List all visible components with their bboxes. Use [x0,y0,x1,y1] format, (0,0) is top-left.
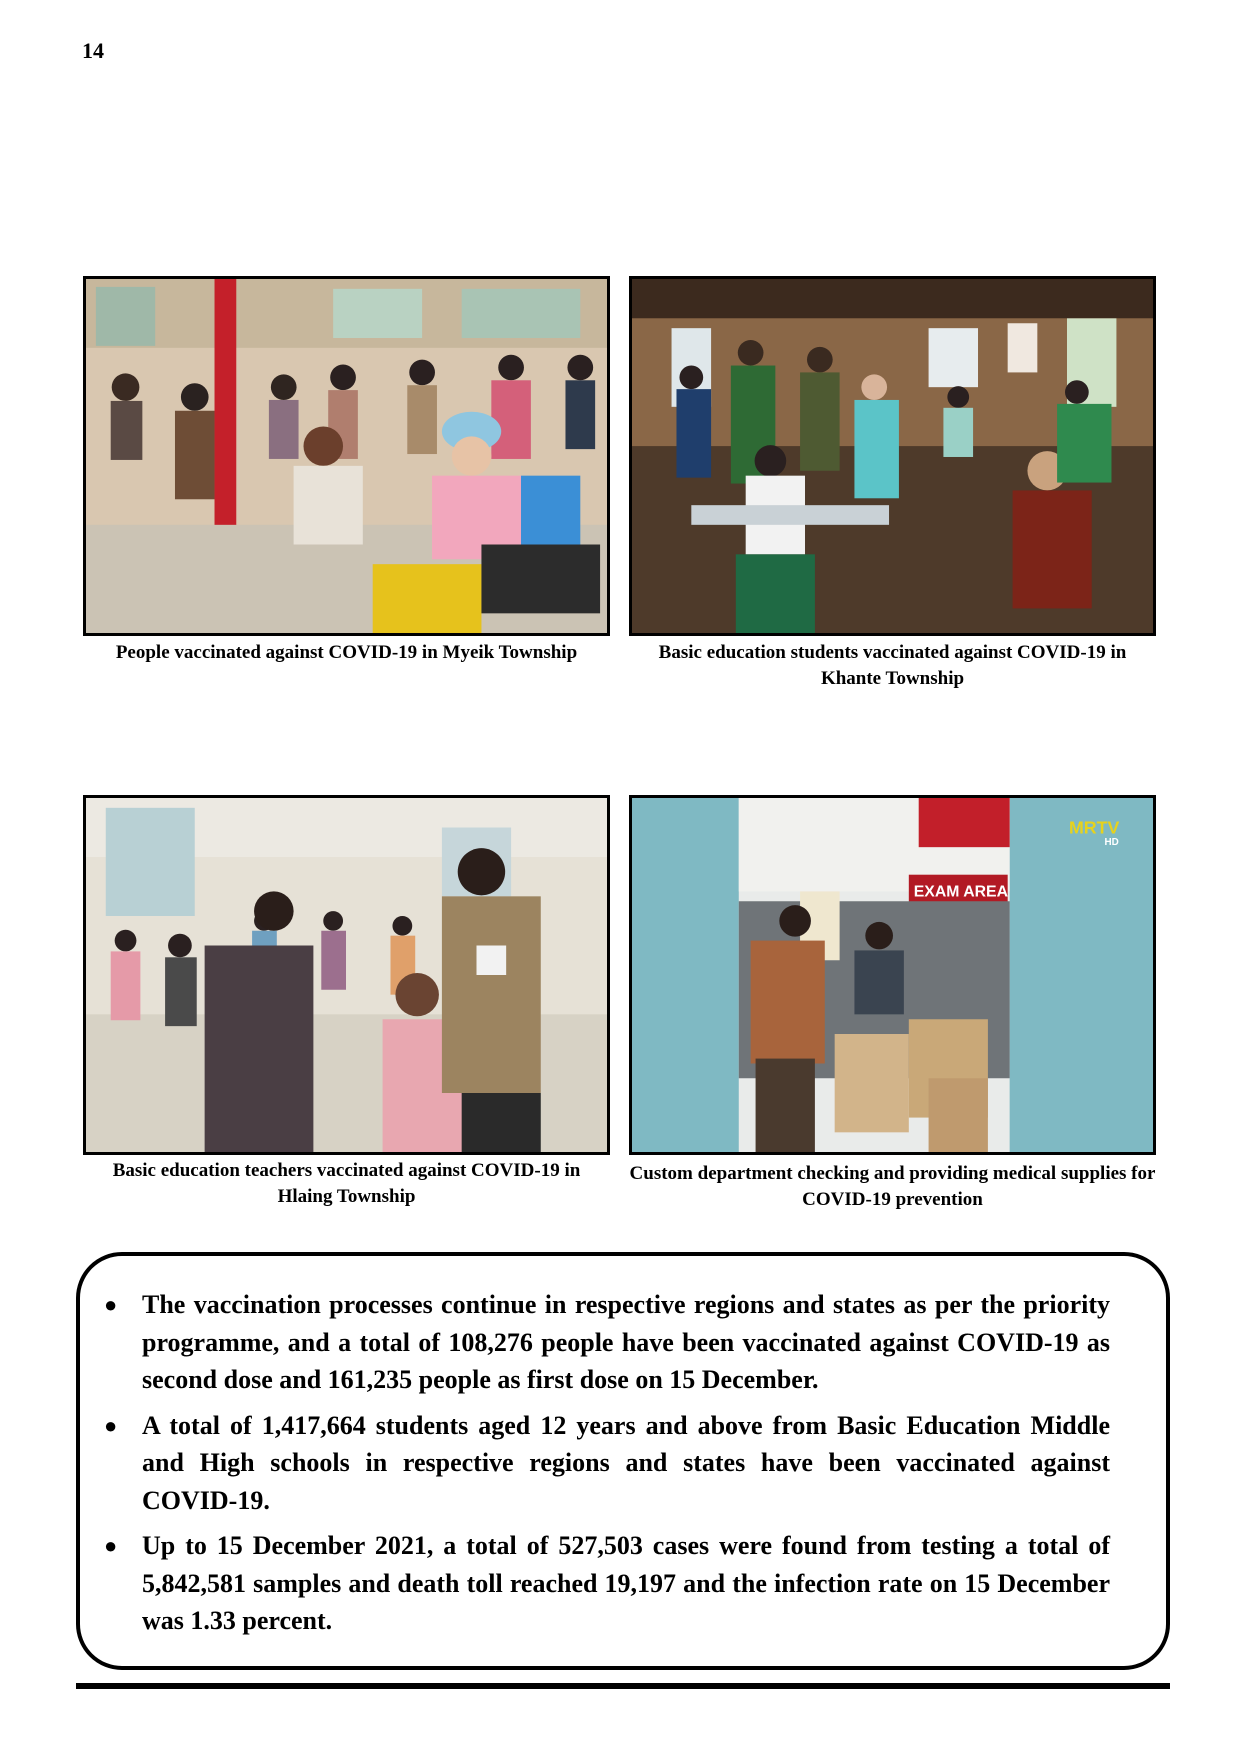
bullet-icon: ● [104,1533,118,1558]
info-item-students-vaccinated [100,1407,1110,1520]
photo-caption-custom-department: Custom department checking and providing medical supplies for COVID-19 prevention [629,1163,1156,1210]
bullet-icon: ● [104,1292,118,1317]
mrtv-logo: MRTV [1068,817,1120,838]
info-item-text: The vaccination processes continue in respective regions and states as per the priority programme, and a total of 108,276 people have been vaccinated against COVID-19 as second dose and 161,235 people as first dose on 15 December. [142,1290,1110,1394]
photo-caption-myeik: People vaccinated against COVID-19 in Myeik Township [115,642,578,663]
photo-custom-department-supplies [629,795,1156,1155]
photo-myeik-vaccination [83,276,610,636]
photo-khante-students-vaccination [629,276,1156,636]
info-list [100,1286,1110,1648]
photo-caption-khante: Basic education students vaccinated against COVID-19 in Khante Township [658,642,1127,689]
exam-area-sign: EXAM AREA [913,883,1009,901]
mrtv-hd-badge: HD [1104,837,1119,849]
info-item-text: Up to 15 December 2021, a total of 527,503 cases were found from testing a total of 5,842,581 samples and death toll reached 19,197 and the infection rate on 15 December was 1.33 percent. [142,1531,1110,1635]
photo-caption-hlaing: Basic education teachers vaccinated against COVID-19 in Hlaing Township [112,1160,581,1207]
info-item-vaccination-doses [100,1286,1110,1399]
info-box [76,1252,1170,1670]
bottom-rule [76,1683,1170,1689]
bullet-icon: ● [104,1412,118,1438]
info-item-text: A total of 1,417,664 students aged 12 years and above from Basic Education Middle and High schools in respective regions and states have been vaccinated against COVID-19. [142,1410,1110,1515]
info-item-cases-summary [100,1527,1110,1640]
page-number: 14 [82,38,104,63]
photo-hlaing-teachers-vaccination [83,795,610,1155]
